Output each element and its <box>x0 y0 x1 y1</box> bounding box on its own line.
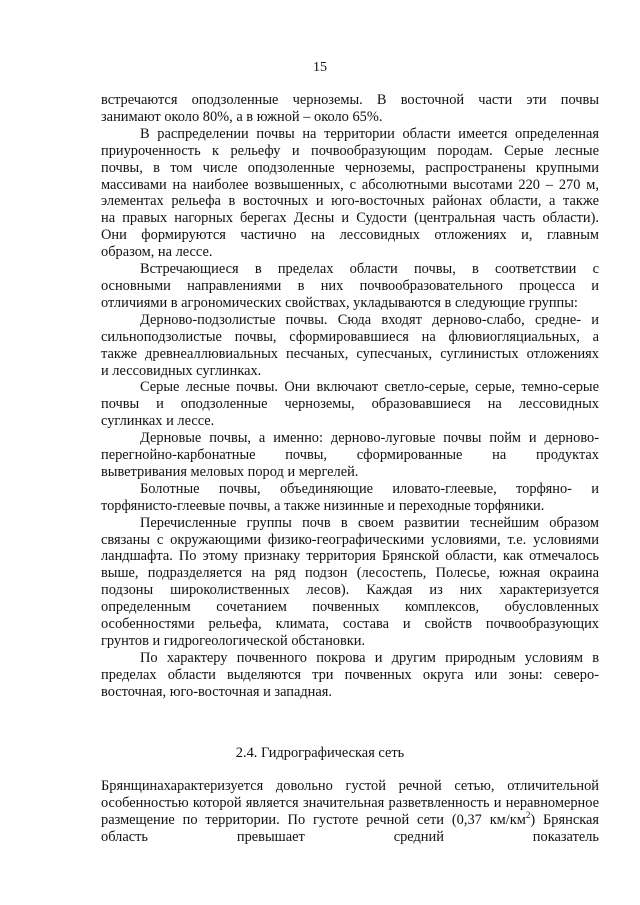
paragraph-line: особенностями рельефа, климата, состава и свойств почвообразующих <box>101 616 599 633</box>
paragraph-line: определенным сочетанием почвенных комплексов, обусловленных <box>101 599 599 616</box>
paragraph-line: отличиями в агрономических свойствах, укладываются в следующие группы: <box>101 294 578 311</box>
paragraph-line: занимают около 80%, а в южной – около 65%. <box>101 108 383 125</box>
paragraph-line: Перечисленные группы почв в своем развитии теснейшим образом <box>140 514 599 531</box>
paragraph-line: Серые лесные почвы. Они включают светло-серые, серые, темно-серые <box>140 379 599 396</box>
paragraph-line: Болотные почвы, объединяющие иловато-глеевые, торфяно- и <box>140 480 599 497</box>
text-run: речной сети (0,37 км/км <box>366 811 526 828</box>
paragraph-line: связаны с окружающими физико-географическими условиями, т.е. условиями <box>101 531 599 548</box>
paragraph <box>101 430 599 481</box>
paragraph-line: и лессовидных суглинках. <box>101 362 262 379</box>
paragraph <box>101 126 599 261</box>
paragraph <box>101 481 599 515</box>
paragraph-line: элементах рельефа в восточных и юго-восточных районах области, а также <box>101 193 599 210</box>
paragraph-line: пределах области выделяются три почвенных округа или зоны: северо- <box>101 666 599 683</box>
paragraph-line: разветвленность и неравномерное размещение по территории. По густоте <box>101 794 599 828</box>
paragraph-line: образом, на лессе. <box>101 244 213 261</box>
paragraph-line: также древнеаллювиальных песчаных, супесчаных, суглинистых отложениях <box>101 345 599 362</box>
page-number: 15 <box>313 60 327 75</box>
section-heading: 2.4. Гидрографическая сеть <box>235 745 405 761</box>
paragraph-line: отличительной особенностью которой является значительная <box>101 778 599 811</box>
section-paragraph <box>101 778 599 846</box>
paragraph-line: По характеру почвенного покрова и другим природным условиям в <box>140 649 599 666</box>
paragraph-line: ландшафта. По этому признаку территория Брянской области, как отмечалось <box>101 548 599 565</box>
paragraph-line: суглинках и лессе. <box>101 413 215 430</box>
paragraph <box>101 515 599 650</box>
paragraph-line: выше, подразделяется на ряд подзон (лесостепь, Полесье, южная окраина <box>101 565 599 582</box>
text-run: ) Брянская область превышает средний показатель <box>101 811 599 845</box>
paragraph <box>101 261 599 312</box>
paragraph-line: Дерново-подзолистые почвы. Сюда входят дерново-слабо, средне- и <box>140 311 599 328</box>
document-body <box>101 92 599 701</box>
paragraph-line: Встречающиеся в пределах области почвы, в соответствии с <box>140 261 599 278</box>
paragraph-line: встречаются оподзоленные черноземы. В восточной части эти почвы <box>101 92 599 108</box>
paragraph-line: торфянисто-глеевые почвы, а также низинные и переходные торфяники. <box>101 497 545 514</box>
paragraph-line: на правых нагорных берегах Десны и Судости (центральная часть области). <box>101 210 599 227</box>
paragraph-line: грунтов и гидрогеологической обстановки. <box>101 633 366 649</box>
superscript: 2 <box>525 810 531 821</box>
paragraph <box>101 92 599 126</box>
paragraph-line: почвы, в том числе оподзоленные черноземы, распространены крупными <box>101 159 599 176</box>
paragraph-line: сильноподзолистые почвы, сформировавшиеся на флювиогляциальных, а <box>101 328 599 345</box>
paragraph-line: Брянщинахарактеризуется довольно густой речной сетью, <box>101 778 495 794</box>
paragraph-line: подзоны широколиственных лесов). Каждая из них характеризуется <box>101 582 599 599</box>
paragraph-line: основными направлениями в них почвообразовательного процесса и <box>101 277 599 294</box>
paragraph <box>101 379 599 430</box>
paragraph-line: В распределении почвы на территории области имеется определенная <box>140 125 599 142</box>
paragraph <box>101 312 599 380</box>
paragraph <box>101 650 599 701</box>
paragraph-line: перегнойно-карбонатные почвы, сформированные на продуктах <box>101 447 599 464</box>
paragraph-line: почвы и оподзоленные черноземы, образовавшиеся на лессовидных <box>101 396 599 413</box>
paragraph-line: Они формируются частично на лессовидных отложениях и, главным <box>101 227 599 244</box>
paragraph-line: массивами на наиболее возвышенных, с абсолютными высотами 220 – 270 м, <box>101 176 599 193</box>
paragraph-line: восточная, юго-восточная и западная. <box>101 683 332 700</box>
paragraph <box>101 778 599 846</box>
paragraph-line: Дерновые почвы, а именно: дерново-луговые почвы пойм и дерново- <box>140 430 599 447</box>
paragraph-line: приуроченность к рельефу и почвообразующим породам. Серые лесные <box>101 142 599 159</box>
paragraph-line: выветривания меловых пород и мергелей. <box>101 463 359 480</box>
